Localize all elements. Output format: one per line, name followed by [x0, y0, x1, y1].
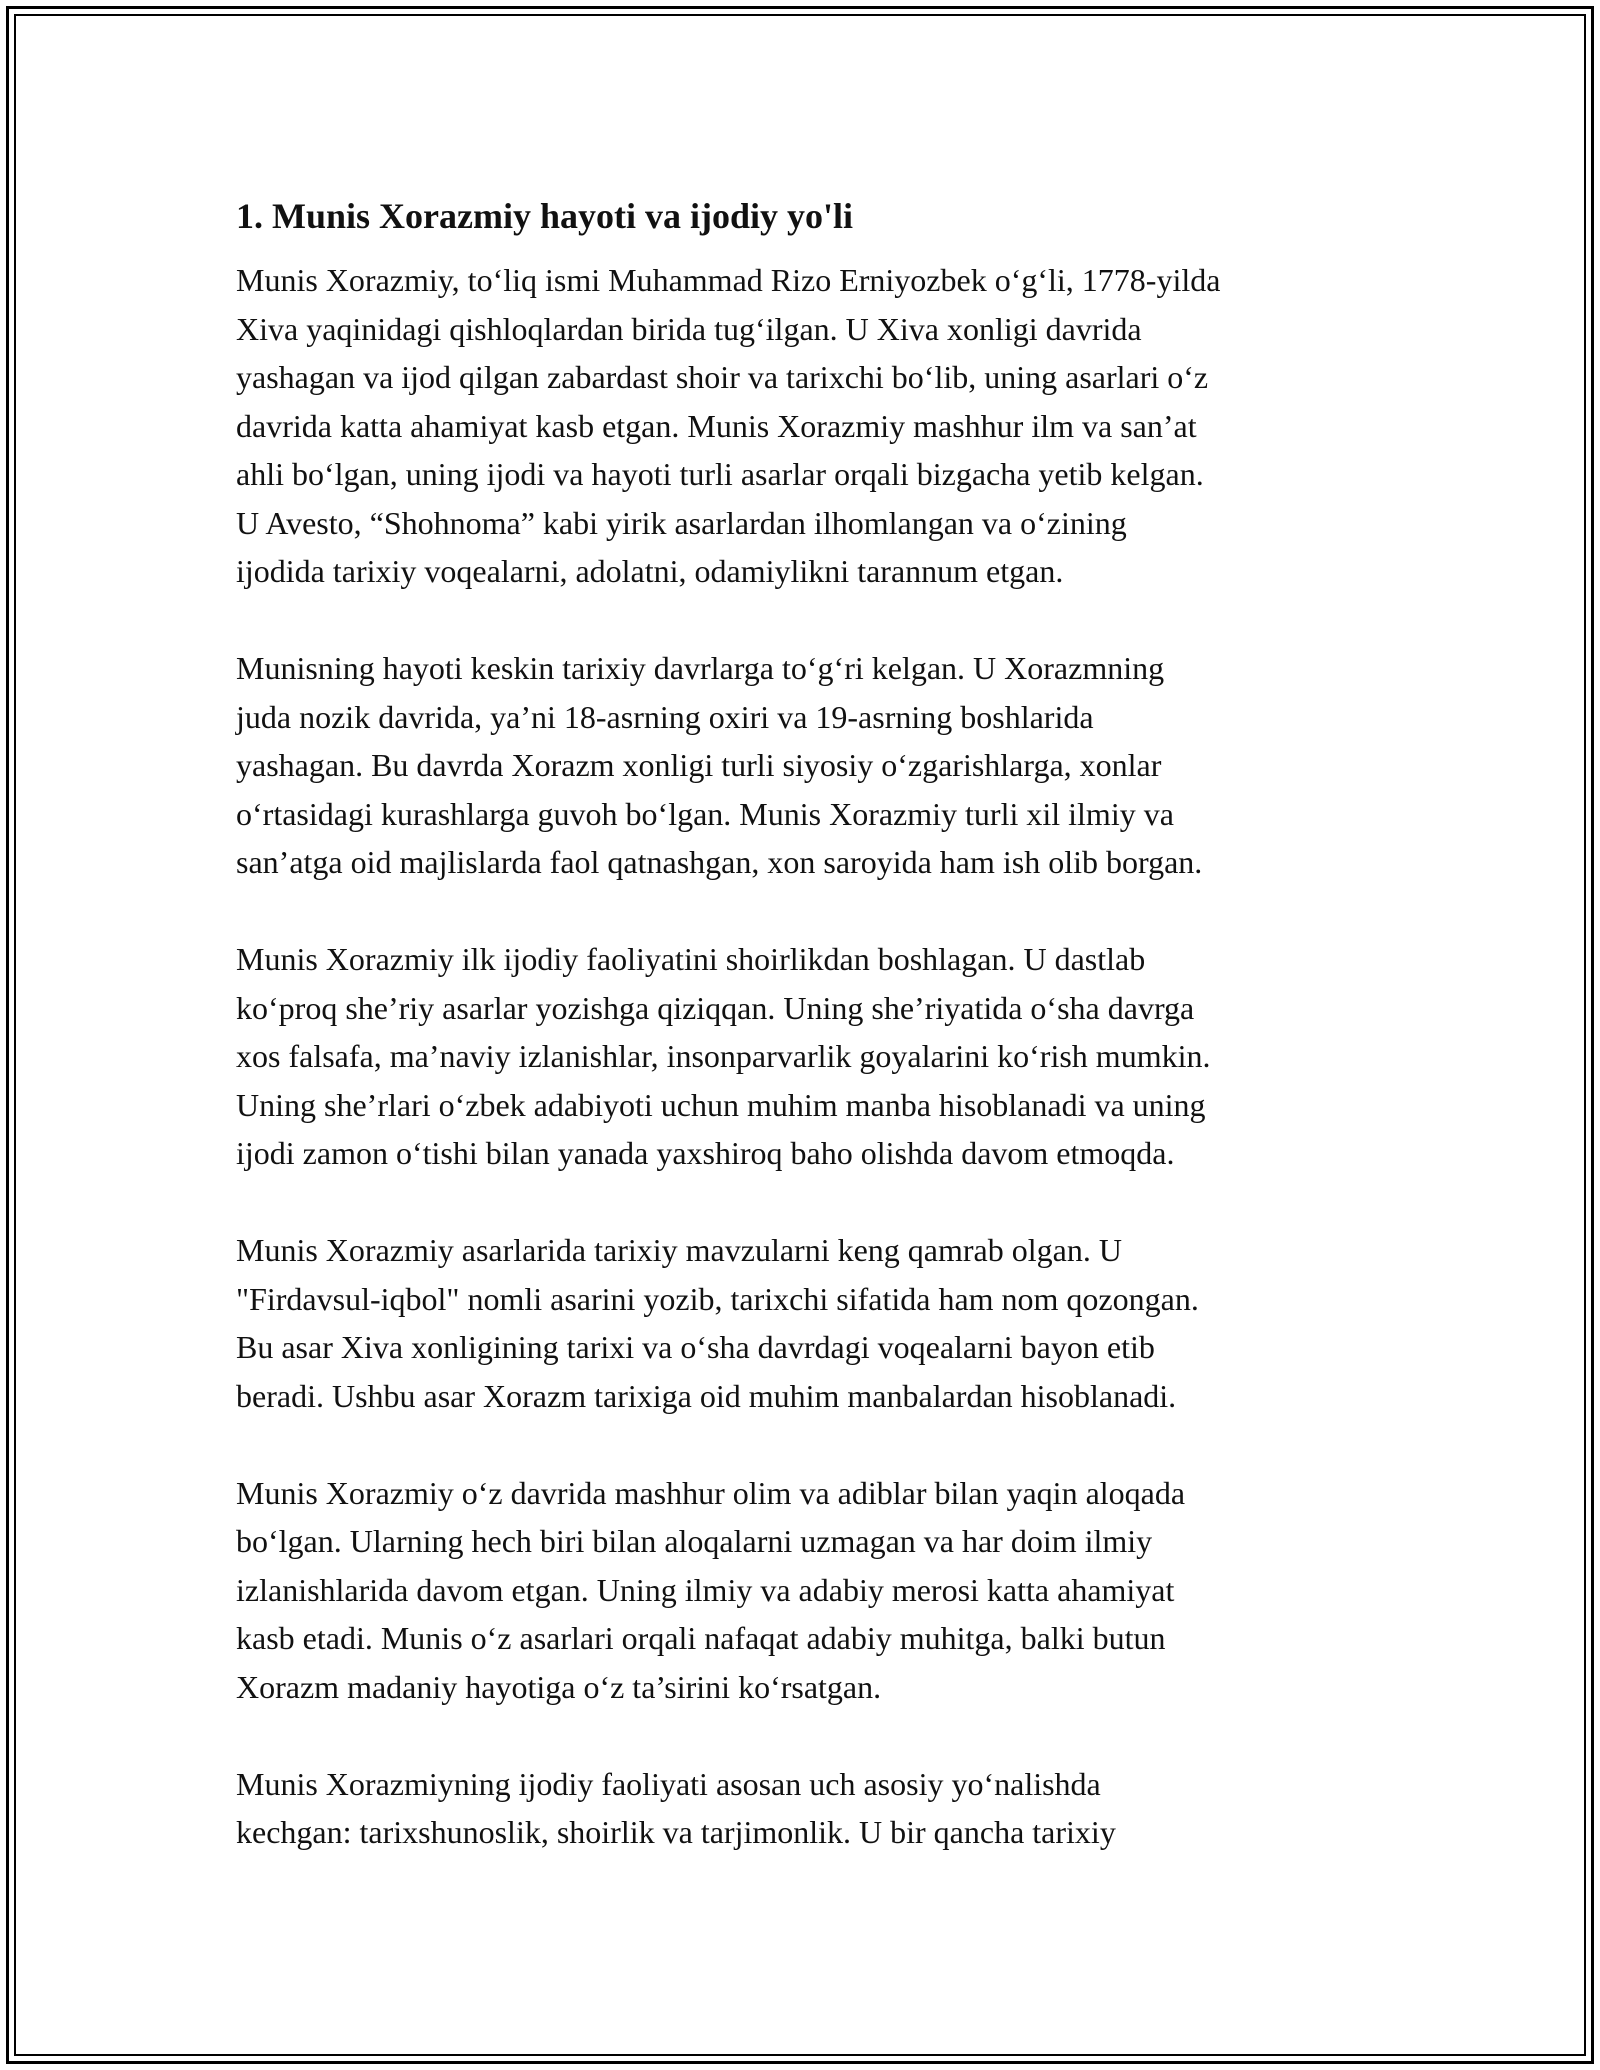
section-heading: 1. Munis Xorazmiy hayoti va ijodiy yo'li — [236, 196, 854, 236]
paragraph-biography: Munis Xorazmiy, to‘liq ismi Muhammad Rizo Erniyozbek o‘g‘li, 1778-yilda Xiva yaqinidagi qishloqlardan birida tug‘ilgan. U Xiva xonligi davrida yashagan va ijod qilgan zabardast shoir va tarixchi bo‘lib, uning asarlari o‘z davrida katta ahamiyat kasb etgan. Munis Xorazmiy mashhur ilm va san’at ahli bo‘lgan, uning ijodi va hayoti turli asarlar orqali bizgacha yetib kelgan. U Avesto, “Shohnoma” kabi yirik asarlardan ilhomlangan va o‘zining ijodida tarixiy voqealarni, adolatni, odamiylikni tarannum etgan. — [236, 262, 1221, 589]
paragraph-creative-directions: Munis Xorazmiyning ijodiy faoliyati asosan uch asosiy yo‘nalishda kechgan: tarixshunoslik, shoirlik va tarjimonlik. U bir qancha tarixiy — [236, 1765, 1116, 1850]
paragraph-historical-works: Munis Xorazmiy asarlarida tarixiy mavzularni keng qamrab olgan. U "Firdavsul-iqbol" nomli asarini yozib, tarixchi sifatida ham nom qozongan. Bu asar Xiva xonligining tarixi va o‘sha davrdagi voqealarni bayon etib beradi. Ushbu asar Xorazm tarixiga oid muhim manbalardan hisoblanadi. — [236, 1232, 1199, 1414]
paragraph-scholarly-ties: Munis Xorazmiy o‘z davrida mashhur olim va adiblar bilan yaqin aloqada bo‘lgan. Ularning hech biri bilan aloqalarni uzmagan va har doim ilmiy izlanishlarida davom etgan. Uning ilmiy va adabiy merosi katta ahamiyat kasb etadi. Munis o‘z asarlari orqali nafaqat adabiy muhitga, balki butun Xorazm madaniy hayotiga o‘z ta’sirini ko‘rsatgan. — [236, 1474, 1186, 1705]
paragraph-early-poetry: Munis Xorazmiy ilk ijodiy faoliyatini shoirlikdan boshlagan. U dastlab ko‘proq she’riy asarlar yozishga qiziqqan. Uning she’riyatida o‘sha davrga xos falsafa, ma’naviy izlanishlar, insonparvarlik goyalarini ko‘rish mumkin. Uning she’rlari o‘zbek adabiyoti uchun muhim manba hisoblanadi va uning ijodi zamon o‘tishi bilan yanada yaxshiroq baho olishda davom etmoqda. — [236, 941, 1211, 1171]
paragraph-historical-period: Munisning hayoti keskin tarixiy davrlarga to‘g‘ri kelgan. U Xorazmning juda nozik davrida, ya’ni 18-asrning oxiri va 19-asrning boshlarida yashagan. Bu davrda Xorazm xonligi turli siyosiy o‘zgarishlarga, xonlar o‘rtasidagi kurashlarga guvoh bo‘lgan. Munis Xorazmiy turli xil ilmiy va san’atga oid majlislarda faol qatnashgan, xon saroyida ham ish olib borgan. — [236, 650, 1203, 880]
document-body — [236, 188, 1376, 1905]
